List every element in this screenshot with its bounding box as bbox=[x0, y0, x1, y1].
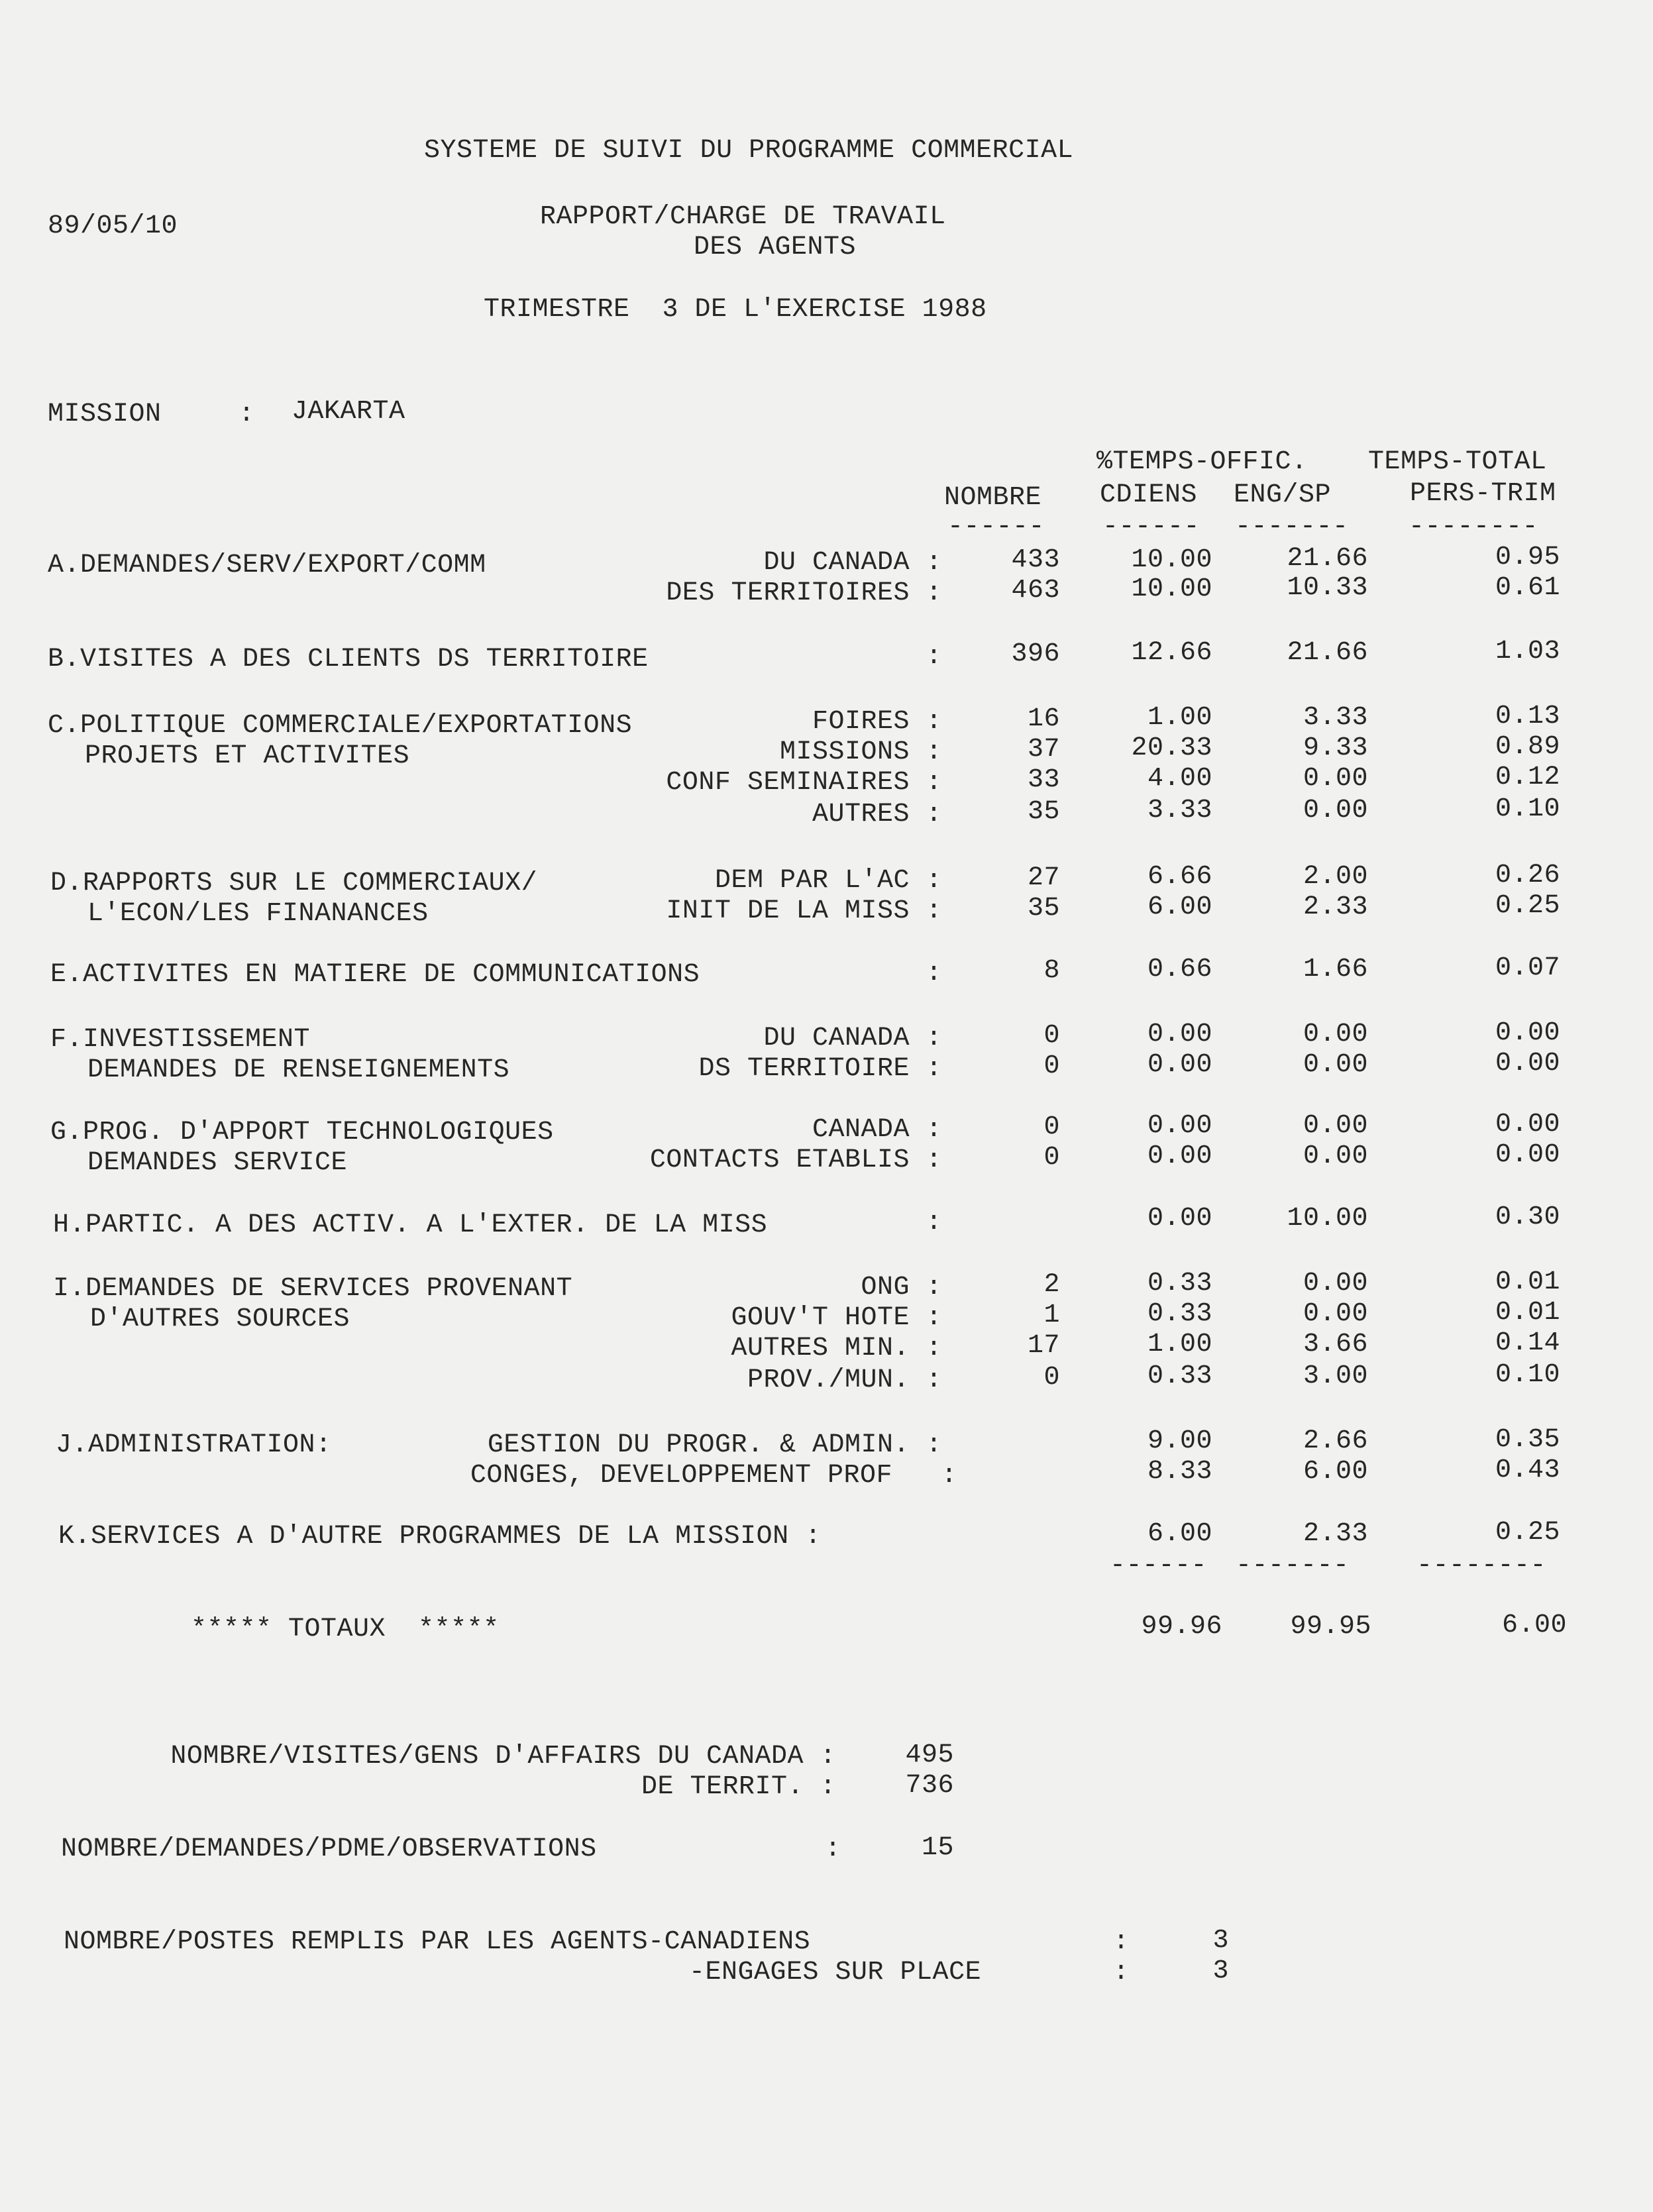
row-label: : bbox=[926, 1208, 942, 1238]
row-engsp: 2.00 bbox=[1303, 862, 1368, 892]
totals-label: ***** TOTAUX ***** bbox=[191, 1614, 500, 1644]
row-label: CANADA : bbox=[812, 1115, 942, 1145]
row-pers: 0.07 bbox=[1495, 953, 1560, 983]
row-engsp: 0.00 bbox=[1303, 1299, 1368, 1329]
row-cdiens: 10.00 bbox=[1131, 574, 1212, 604]
row-nombre: 463 bbox=[1011, 576, 1060, 606]
row-label: GOUV'T HOTE : bbox=[731, 1303, 942, 1333]
report-date: 89/05/10 bbox=[48, 211, 178, 241]
section-e-title: E.ACTIVITES EN MATIERE DE COMMUNICATIONS bbox=[50, 960, 700, 990]
row-cdiens: 0.33 bbox=[1147, 1299, 1212, 1329]
totals-underline-cdiens: ------ bbox=[1110, 1551, 1208, 1581]
postes-separator: : bbox=[1113, 1927, 1130, 1957]
postes-local-value: 3 bbox=[1212, 1956, 1229, 1986]
report-title: RAPPORT/CHARGE DE TRAVAIL bbox=[540, 202, 946, 232]
row-cdiens: 3.33 bbox=[1147, 796, 1212, 825]
section-d-title: D.RAPPORTS SUR LE COMMERCIAUX/ bbox=[50, 869, 538, 898]
column-header-pers-trim: PERS-TRIM bbox=[1410, 479, 1556, 509]
row-nombre: 27 bbox=[1027, 863, 1060, 893]
section-f-subtitle: DEMANDES DE RENSEIGNEMENTS bbox=[87, 1055, 510, 1085]
row-cdiens: 10.00 bbox=[1131, 545, 1212, 575]
column-underline-cdiens: ------ bbox=[1102, 512, 1200, 542]
row-cdiens: 12.66 bbox=[1131, 638, 1212, 668]
mission-separator: : bbox=[239, 399, 255, 429]
row-pers: 0.89 bbox=[1495, 732, 1560, 762]
totals-cdiens: 99.96 bbox=[1141, 1612, 1222, 1642]
row-nombre: 16 bbox=[1027, 704, 1060, 734]
row-engsp: 6.00 bbox=[1303, 1457, 1368, 1487]
row-nombre: 1 bbox=[1043, 1300, 1060, 1330]
row-pers: 0.00 bbox=[1495, 1140, 1560, 1170]
row-engsp: 0.00 bbox=[1303, 1141, 1368, 1171]
row-nombre: 8 bbox=[1043, 956, 1060, 986]
system-title: SYSTEME DE SUIVI DU PROGRAMME COMMERCIAL bbox=[424, 136, 1074, 166]
row-nombre: 0 bbox=[1043, 1051, 1060, 1081]
row-cdiens: 0.00 bbox=[1147, 1204, 1212, 1234]
row-engsp: 10.00 bbox=[1287, 1204, 1368, 1234]
row-cdiens: 0.33 bbox=[1147, 1361, 1212, 1391]
row-nombre: 0 bbox=[1043, 1021, 1060, 1051]
row-label: DES TERRITOIRES : bbox=[666, 578, 942, 608]
section-a-title: A.DEMANDES/SERV/EXPORT/COMM bbox=[48, 551, 486, 580]
row-pers: 0.00 bbox=[1495, 1110, 1560, 1139]
engages-label: -ENGAGES SUR PLACE bbox=[689, 1958, 982, 1987]
row-engsp: 9.33 bbox=[1303, 733, 1368, 763]
row-engsp: 0.00 bbox=[1303, 1269, 1368, 1298]
row-pers: 0.01 bbox=[1495, 1267, 1560, 1297]
visits-canada-label: NOMBRE/VISITES/GENS D'AFFAIRS DU CANADA : bbox=[170, 1742, 836, 1771]
section-i-subtitle: D'AUTRES SOURCES bbox=[90, 1304, 350, 1334]
row-cdiens: 6.00 bbox=[1147, 892, 1212, 922]
row-nombre: 396 bbox=[1011, 639, 1060, 669]
row-engsp: 0.00 bbox=[1303, 1050, 1368, 1080]
row-engsp: 3.33 bbox=[1303, 703, 1368, 733]
row-label: CONF SEMINAIRES : bbox=[666, 768, 942, 798]
report-subtitle: DES AGENTS bbox=[694, 233, 857, 262]
row-label: CONTACTS ETABLIS : bbox=[649, 1145, 942, 1175]
column-header-pct-offic: %TEMPS-OFFIC. bbox=[1096, 447, 1308, 477]
row-cdiens: 1.00 bbox=[1147, 1330, 1212, 1359]
row-engsp: 3.00 bbox=[1303, 1361, 1368, 1391]
row-label: DU CANADA : bbox=[763, 1024, 942, 1053]
row-cdiens: 1.00 bbox=[1147, 703, 1212, 733]
section-b-title: B.VISITES A DES CLIENTS DS TERRITOIRE bbox=[48, 645, 649, 674]
row-cdiens: 6.00 bbox=[1147, 1519, 1212, 1549]
section-k-title: K.SERVICES A D'AUTRE PROGRAMMES DE LA MISSION : bbox=[58, 1522, 822, 1552]
row-cdiens: 4.00 bbox=[1147, 764, 1212, 794]
row-pers: 0.01 bbox=[1495, 1298, 1560, 1328]
row-nombre: 35 bbox=[1027, 797, 1060, 827]
row-pers: 0.61 bbox=[1495, 573, 1560, 603]
row-engsp: 2.33 bbox=[1303, 1519, 1368, 1549]
row-cdiens: 0.66 bbox=[1147, 955, 1212, 984]
row-cdiens: 0.00 bbox=[1147, 1141, 1212, 1171]
row-label: CONGES, DEVELOPPEMENT PROF : bbox=[470, 1461, 957, 1491]
mission-value: JAKARTA bbox=[292, 397, 405, 427]
row-label: GESTION DU PROGR. & ADMIN. : bbox=[487, 1430, 942, 1460]
row-label: INIT DE LA MISS : bbox=[666, 896, 942, 926]
row-engsp: 21.66 bbox=[1287, 638, 1368, 668]
section-c-title: C.POLITIQUE COMMERCIALE/EXPORTATIONS bbox=[48, 711, 633, 741]
section-g-subtitle: DEMANDES SERVICE bbox=[87, 1148, 348, 1178]
postes-cdn-value: 3 bbox=[1212, 1926, 1229, 1956]
row-pers: 0.30 bbox=[1495, 1202, 1560, 1232]
row-engsp: 0.00 bbox=[1303, 764, 1368, 794]
row-nombre: 35 bbox=[1027, 894, 1060, 923]
row-cdiens: 0.33 bbox=[1147, 1269, 1212, 1298]
row-nombre: 0 bbox=[1043, 1112, 1060, 1142]
column-header-cdiens: CDIENS bbox=[1100, 480, 1198, 510]
row-pers: 0.13 bbox=[1495, 702, 1560, 731]
section-h-title: H.PARTIC. A DES ACTIV. A L'EXTER. DE LA MISS bbox=[53, 1210, 768, 1240]
row-engsp: 2.33 bbox=[1303, 892, 1368, 922]
row-cdiens: 6.66 bbox=[1147, 862, 1212, 892]
row-engsp: 21.66 bbox=[1287, 544, 1368, 574]
column-underline-pers-trim: -------- bbox=[1409, 512, 1539, 542]
row-label: AUTRES MIN. : bbox=[731, 1334, 942, 1363]
section-i-title: I.DEMANDES DE SERVICES PROVENANT bbox=[53, 1274, 573, 1304]
visits-territ-label: DE TERRIT. : bbox=[641, 1772, 836, 1802]
row-cdiens: 20.33 bbox=[1131, 733, 1212, 763]
row-nombre: 0 bbox=[1043, 1143, 1060, 1173]
column-underline-nombre: ------ bbox=[947, 512, 1045, 542]
row-engsp: 0.00 bbox=[1303, 796, 1368, 825]
totals-engsp: 99.95 bbox=[1290, 1612, 1371, 1642]
row-nombre: 33 bbox=[1027, 765, 1060, 795]
row-label: DU CANADA : bbox=[763, 548, 942, 578]
row-pers: 0.95 bbox=[1495, 543, 1560, 572]
visits-territ-value: 736 bbox=[905, 1771, 954, 1801]
row-label: MISSIONS : bbox=[779, 737, 942, 767]
pdme-value: 15 bbox=[921, 1833, 954, 1863]
pdme-separator: : bbox=[825, 1834, 841, 1864]
row-nombre: 17 bbox=[1027, 1331, 1060, 1361]
section-c-subtitle: PROJETS ET ACTIVITES bbox=[85, 741, 410, 771]
row-label: ONG : bbox=[861, 1273, 942, 1302]
row-engsp: 0.00 bbox=[1303, 1111, 1368, 1141]
row-pers: 0.10 bbox=[1495, 1360, 1560, 1390]
row-label: DEM PAR L'AC : bbox=[714, 866, 942, 896]
row-cdiens: 8.33 bbox=[1147, 1457, 1212, 1487]
totals-underline-engsp: ------- bbox=[1236, 1551, 1350, 1581]
row-pers: 0.26 bbox=[1495, 861, 1560, 890]
visits-canada-value: 495 bbox=[905, 1740, 954, 1770]
row-engsp: 3.66 bbox=[1303, 1330, 1368, 1359]
row-engsp: 10.33 bbox=[1287, 573, 1368, 603]
row-pers: 0.25 bbox=[1495, 891, 1560, 921]
row-label: PROV./MUN. : bbox=[747, 1365, 942, 1395]
column-underline-engsp: ------- bbox=[1235, 512, 1349, 542]
column-header-engsp: ENG/SP bbox=[1234, 480, 1332, 510]
row-label: : bbox=[926, 642, 942, 672]
quarter-line: TRIMESTRE 3 DE L'EXERCISE 1988 bbox=[484, 295, 987, 325]
row-label: DS TERRITOIRE : bbox=[698, 1054, 942, 1084]
row-nombre: 0 bbox=[1043, 1363, 1060, 1393]
row-nombre: 2 bbox=[1043, 1270, 1060, 1300]
row-label: : bbox=[926, 959, 942, 988]
row-engsp: 1.66 bbox=[1303, 955, 1368, 984]
section-g-title: G.PROG. D'APPORT TECHNOLOGIQUES bbox=[50, 1118, 554, 1147]
row-nombre: 37 bbox=[1027, 735, 1060, 764]
row-label: FOIRES : bbox=[812, 707, 942, 737]
row-pers: 0.12 bbox=[1495, 763, 1560, 792]
row-pers: 1.03 bbox=[1495, 637, 1560, 666]
mission-label: MISSION bbox=[48, 399, 162, 429]
section-j-title: J.ADMINISTRATION: bbox=[56, 1430, 332, 1460]
engages-separator: : bbox=[1113, 1958, 1130, 1987]
row-pers: 0.43 bbox=[1495, 1455, 1560, 1485]
row-pers: 0.10 bbox=[1495, 794, 1560, 824]
row-pers: 0.00 bbox=[1495, 1049, 1560, 1079]
column-header-temps-total: TEMPS-TOTAL bbox=[1368, 447, 1547, 477]
row-engsp: 2.66 bbox=[1303, 1426, 1368, 1456]
section-d-subtitle: L'ECON/LES FINANANCES bbox=[87, 899, 429, 929]
row-cdiens: 0.00 bbox=[1147, 1050, 1212, 1080]
section-f-title: F.INVESTISSEMENT bbox=[50, 1025, 311, 1055]
postes-label: NOMBRE/POSTES REMPLIS PAR LES AGENTS-CANADIENS bbox=[64, 1927, 811, 1957]
totals-underline-pers: -------- bbox=[1416, 1551, 1547, 1581]
row-engsp: 0.00 bbox=[1303, 1020, 1368, 1049]
row-nombre: 433 bbox=[1011, 545, 1060, 575]
row-cdiens: 0.00 bbox=[1147, 1111, 1212, 1141]
column-header-nombre: NOMBRE bbox=[944, 483, 1042, 513]
row-pers: 0.14 bbox=[1495, 1328, 1560, 1358]
row-pers: 0.25 bbox=[1495, 1518, 1560, 1548]
totals-pers: 6.00 bbox=[1501, 1610, 1567, 1640]
row-cdiens: 9.00 bbox=[1147, 1426, 1212, 1456]
row-pers: 0.00 bbox=[1495, 1018, 1560, 1048]
pdme-label: NOMBRE/DEMANDES/PDME/OBSERVATIONS bbox=[61, 1834, 597, 1864]
row-pers: 0.35 bbox=[1495, 1425, 1560, 1455]
row-label: AUTRES : bbox=[812, 800, 942, 829]
row-cdiens: 0.00 bbox=[1147, 1020, 1212, 1049]
